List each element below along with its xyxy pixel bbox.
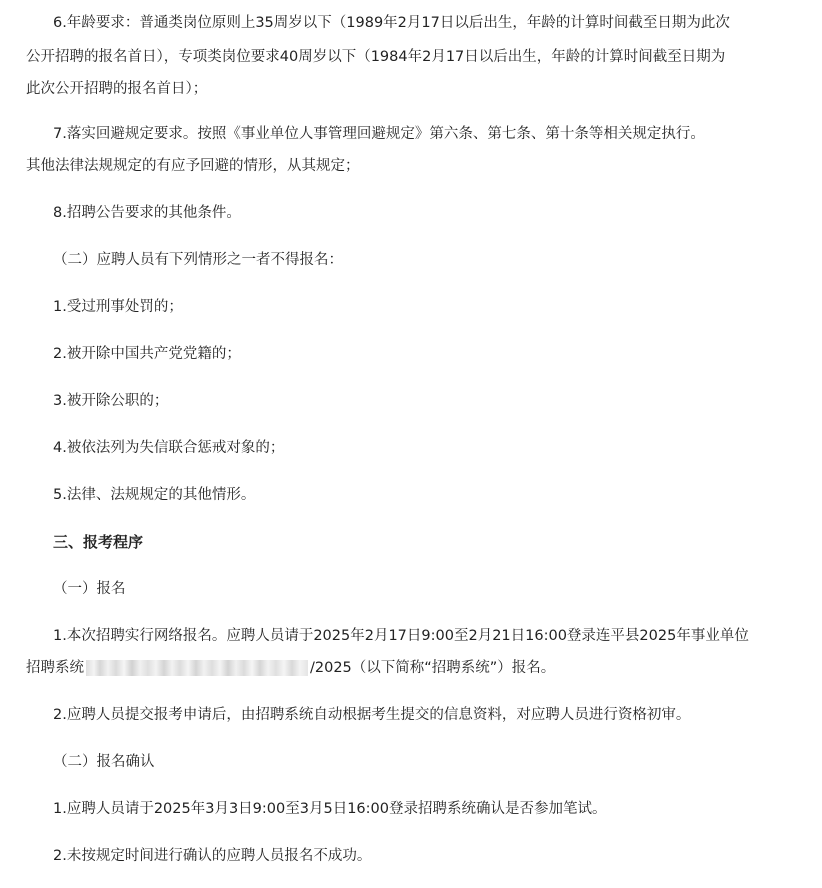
paragraph-online-registration-line-1: 1.本次招聘实行网络报名。应聘人员请于2025年2月17日9:00至2月21日16:00登录连平县2025年事业单位 bbox=[53, 628, 749, 644]
paragraph-age-line-2: 公开招聘的报名首日），专项类岗位要求40周岁以下（1984年2月17日以后出生，年龄的计算时间截至日期为 bbox=[26, 49, 726, 65]
section-heading-procedure: 三、报考程序 bbox=[53, 533, 144, 551]
list-item-public-office-expelled: 3.被开除公职的； bbox=[53, 393, 169, 409]
list-item-other-cases: 5.法律、法规规定的其他情形。 bbox=[53, 487, 256, 503]
registration-system-suffix: /2025（以下简称“招聘系统”）报名。 bbox=[310, 660, 556, 676]
paragraph-age-line-1: 6.年龄要求：普通类岗位原则上35周岁以下（1989年2月17日以后出生，年龄的计算时间截至日期为此次 bbox=[53, 15, 730, 31]
redacted-url-blur bbox=[86, 660, 308, 676]
list-item-dishonest: 4.被依法列为失信联合惩戒对象的； bbox=[53, 440, 285, 456]
paragraph-initial-review: 2.应聘人员提交报考申请后，由招聘系统自动根据考生提交的信息资料，对应聘人员进行资格初审。 bbox=[53, 707, 691, 723]
paragraph-avoidance-line-2: 其他法律法规规定的有应予回避的情形，从其规定； bbox=[26, 158, 360, 174]
list-item-party-expelled: 2.被开除中国共产党党籍的； bbox=[53, 346, 241, 362]
subheading-registration: （一）报名 bbox=[53, 581, 126, 597]
paragraph-other-conditions: 8.招聘公告要求的其他条件。 bbox=[53, 205, 241, 221]
paragraph-unconfirmed-failure: 2.未按规定时间进行确认的应聘人员报名不成功。 bbox=[53, 848, 372, 864]
paragraph-online-registration-line-2 bbox=[26, 658, 555, 678]
list-item-criminal: 1.受过刑事处罚的； bbox=[53, 299, 183, 315]
registration-system-prefix: 招聘系统 bbox=[26, 660, 84, 676]
paragraph-age-line-3: 此次公开招聘的报名首日）； bbox=[26, 81, 208, 97]
paragraph-avoidance-line-1: 7.落实回避规定要求。按照《事业单位人事管理回避规定》第六条、第七条、第十条等相关规定执行。 bbox=[53, 126, 705, 142]
subheading-registration-confirmation: （二）报名确认 bbox=[53, 754, 155, 770]
paragraph-confirmation-time: 1.应聘人员请于2025年3月3日9:00至3月5日16:00登录招聘系统确认是否参加笔试。 bbox=[53, 801, 607, 817]
subheading-disqualifications: （二）应聘人员有下列情形之一者不得报名： bbox=[53, 252, 343, 268]
